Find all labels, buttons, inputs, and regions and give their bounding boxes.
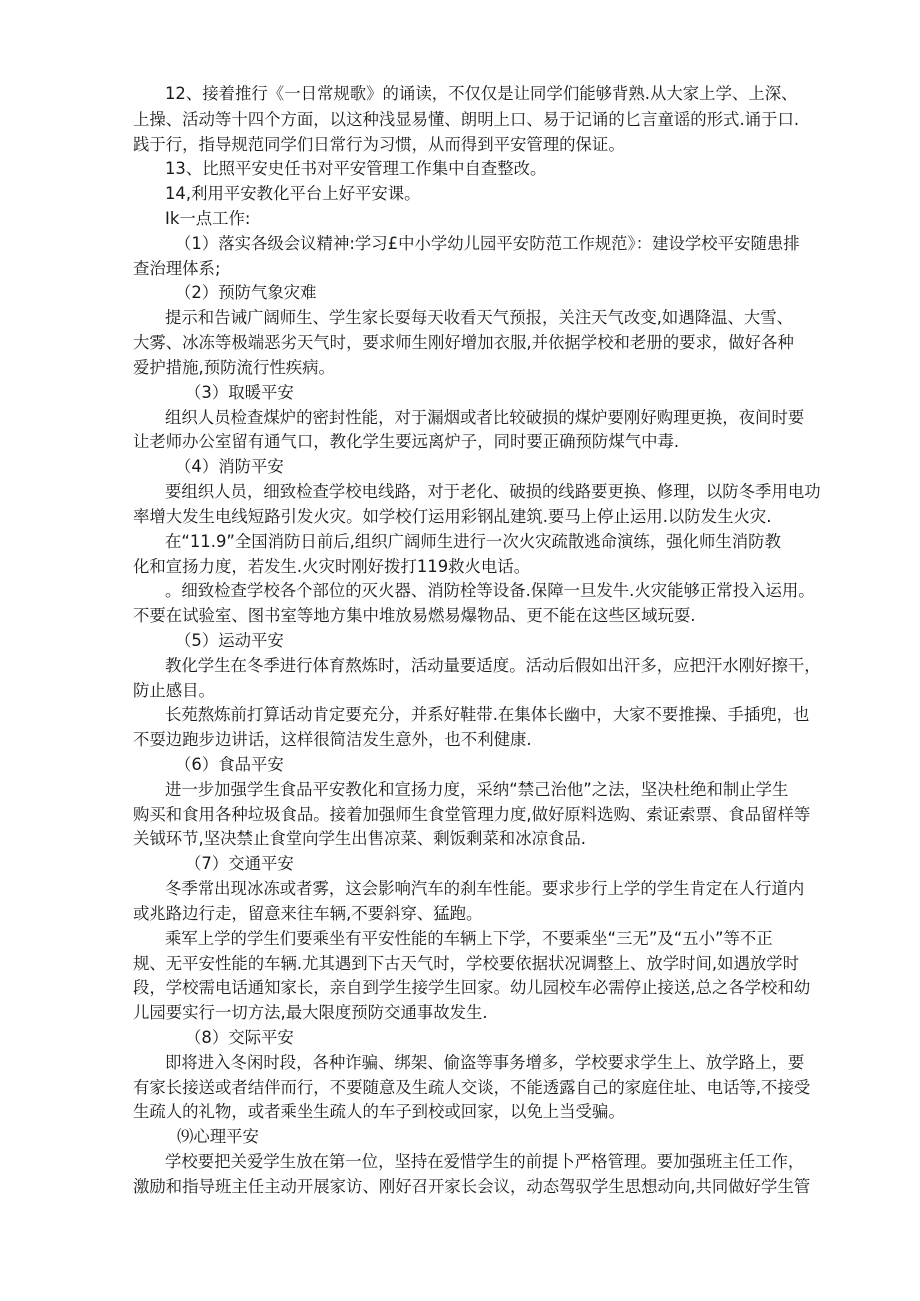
text-line: 不要在试验室、图书室等地方集中堆放易燃易爆物品、更不能在这些区域玩耍. <box>133 606 696 625</box>
text-line: 践于行，指导规范同学们日常行为习惯，从而得到平安管理的保证。 <box>133 135 625 154</box>
section-heading: （7）交通平安 <box>185 854 294 873</box>
section-heading: （3）取暖平安 <box>185 383 294 402</box>
text-line: 乘军上学的学生们要乘坐有平安性能的车辆上下学，不要乘坐“三无”及“五小”等不正 <box>165 929 773 948</box>
text-line: 让老师办公室留有通气口，教化学生要远离炉子，同时要正确预防煤气中毒. <box>133 432 680 451</box>
text-line: 要组织人员，细致检查学校电线路，对于老化、破损的线路要更换、修理，以防冬季用电功 <box>165 482 821 501</box>
section-heading: （8）交际平安 <box>185 1028 294 1047</box>
text-line: 儿园要实行一切方法,最大限度预防交通事故发生. <box>133 1003 488 1022</box>
section-heading: （6）食品平安 <box>175 755 284 774</box>
text-line: 不耍边跑步边讲话，这样很简洁发生意外，也不利健康. <box>133 730 532 749</box>
text-line: 提示和告诫广阔师生、学生家长耍每天收看天气预报，关注天气改变,如遇降温、大雪、 <box>165 308 794 327</box>
text-line: 教化学生在冬季进行体育熬炼时，活动量要适度。活动后假如出汗多，应把汗水刚好擦干， <box>165 656 821 675</box>
section-heading: （5）运动平安 <box>175 631 284 650</box>
text-line: 。细致检查学校各个部位的灭火器、消防栓等设备.保障一旦发牛.火灾能够正常投入运用。 <box>165 581 815 600</box>
text-line: 生疏人的礼物，或者乘坐生疏人的车子到校或回家，以免上当受骗。 <box>133 1102 625 1121</box>
text-line: 12、接着推行《一日常规歌》的诵读，不仅仅是让同学们能够背熟.从大家上学、上深、 <box>165 84 798 103</box>
text-line: 学校要把关爱学生放在第一位，坚持在爱惜学生的前提卜严格管理。要加强班主任工作， <box>165 1152 805 1171</box>
text-line: 有家长接送或者结伴而行，不要随意及生疏人交谈，不能透露自己的家庭住址、电话等,不接受 <box>133 1078 811 1097</box>
text-line: 防止感目。 <box>133 681 215 700</box>
text-line: 查治理体系; <box>133 259 221 278</box>
text-line: 规、无平安性能的车辆.尤其遇到下古天气时，学校要依据状况调整上、放学时间,如遇放学时 <box>133 954 800 973</box>
section-heading: （4）消防平安 <box>175 457 284 476</box>
text-line: 关钺环节,坚决禁止食堂向学生出售凉菜、剩饭剩菜和冰凉食品. <box>133 829 586 848</box>
text-line: 大雾、冰冻等极端恶劣天气时，要求师生刚好增加衣服,并依据学校和老册的要求，做好各种 <box>133 333 794 352</box>
text-line: （1）落实各级会议精神:学习£中小学幼儿园平安防范工作规范》：建设学校平安随患排 <box>175 234 800 253</box>
text-line: 进一步加强学生食品平安教化和宣扬力度，采纳“禁己治他”之法，坚决杜绝和制止学生 <box>165 780 789 799</box>
text-line: 上操、活动等十四个方面，以这种浅显易懂、朗明上口、易于记诵的匕言童谣的形式.诵于口. <box>133 110 800 129</box>
text-line: 化和宣扬力度，若发生.火灾时刚好拨打119救火电话。 <box>133 557 531 576</box>
text-line: 爱护措施,预防流行性疾病。 <box>133 358 335 377</box>
text-line: 14,利用平安教化平台上好平安课。 <box>165 184 421 203</box>
text-line: 13、比照平安史任书对平安管理工作集中自查整改。 <box>165 159 547 178</box>
text-line: 激励和指导班主任主动开展家访、刚好召开家长会议，动态驾驭学生思想动向,共同做好学生管 <box>133 1177 811 1196</box>
text-line: 组织人员检查煤炉的密封性能，对于漏烟或者比较破损的煤炉要刚好购理更换，夜间时要 <box>165 408 805 427</box>
text-line: 率增大发生电线短路引发火灾。如学校仃运用彩钢乩建筑.要马上停止运用.以防发生火灾. <box>133 507 772 526</box>
section-heading: ⑼心理平安 <box>177 1127 259 1146</box>
text-line: 在“11.9”全国消防日前后,组织广阔师生进行一次火灾疏散逃命演练，强化师生消防教 <box>165 532 781 551</box>
text-line: 段，学校需电话通知家长，亲自到学生接学生回家。幼儿园校车必需停止接送,总之各学校和幼 <box>133 978 811 997</box>
text-line: 即将进入冬闲时段，各种诈骗、绑架、偷盗等事务增多，学校要求学生上、放学路上，要 <box>165 1053 805 1072</box>
section-heading: （2）预防气象灾难 <box>175 283 317 302</box>
text-line: 或兆路边行走，留意来往车辆,不要斜穿、猛跑。 <box>133 904 483 923</box>
text-line: 长苑熬炼前打算话动肯定要充分，并系好鞋带.在集体长幽中，大家不要推操、手插兜，也 <box>165 705 810 724</box>
section-heading: Ik一点工作: <box>165 209 251 228</box>
text-line: 冬季常出现冰冻或者雾，这会影响汽车的刹车性能。要求步行上学的学生肯定在人行道内 <box>165 879 805 898</box>
text-line: 购买和食用各种垃圾食品。接着加强师生食堂管理力度,做好原料选购、索证索票、食品留样等 <box>133 805 811 824</box>
